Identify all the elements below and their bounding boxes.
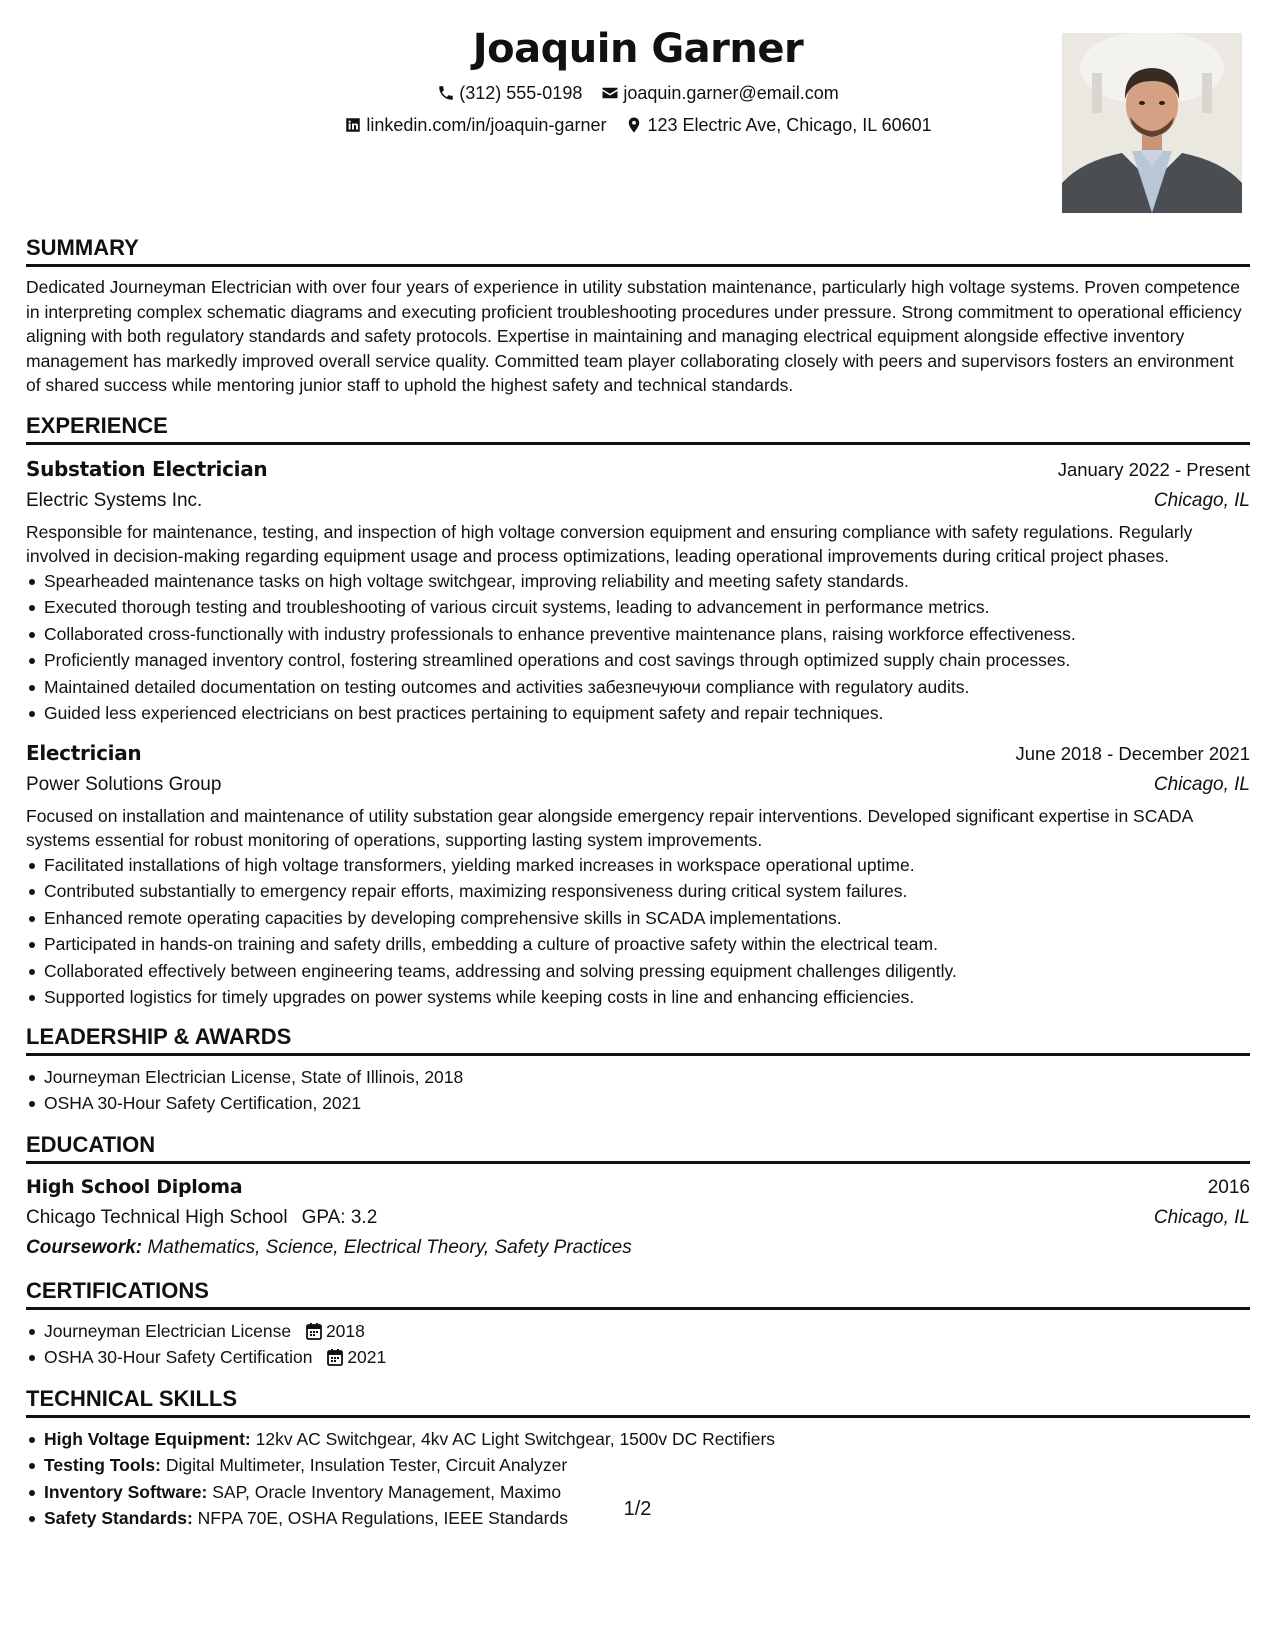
- certifications-list: [26, 1318, 1250, 1371]
- summary-text: Dedicated Journeyman Electrician with over four years of experience in utility substation maintenance, particularly high voltage systems. Proven competence in interpreting complex schematic diagrams and executing proficient troubleshooting procedures under pressure. Strong commitment to operational efficiency aligning with both regulatory standards and safety protocols. Expertise in maintaining and managing electrical equipment alongside effective inventory management has markedly improved overall service quality. Committed team player collaborating closely with peers and supervisors fosters an environment of shared success while mentoring junior staff to uphold the highest safety and technical standards.: [26, 277, 1242, 395]
- list-item: Maintained detailed documentation on testing outcomes and activities забезпечуючи compliance with regulatory audits.: [44, 674, 1250, 701]
- list-item: Proficiently managed inventory control, fostering streamlined operations and cost savings through optimized supply chain processes.: [44, 647, 1250, 674]
- resume-header: [26, 22, 1250, 218]
- address-contact: [625, 113, 931, 137]
- summary-heading: SUMMARY: [26, 234, 1250, 267]
- job-location: Chicago, IL: [1153, 773, 1250, 795]
- skills-heading: TECHNICAL SKILLS: [26, 1385, 1250, 1418]
- leadership-list: [26, 1064, 1250, 1117]
- job-entry: [26, 453, 1250, 727]
- list-item: Guided less experienced electricians on best practices pertaining to equipment safety and repair techniques.: [44, 700, 1250, 727]
- calendar-icon: [327, 1348, 343, 1366]
- list-item: [44, 1426, 1250, 1453]
- skill-label: Testing Tools:: [44, 1455, 161, 1475]
- envelope-icon: [601, 84, 619, 102]
- job-title-row: [26, 737, 1250, 770]
- education-section: [26, 1131, 1250, 1263]
- list-item: Enhanced remote operating capacities by developing comprehensive skills in SCADA implementations.: [44, 905, 1250, 932]
- certification-year: 2021: [347, 1347, 387, 1367]
- list-item: [44, 1452, 1250, 1479]
- company-name: Electric Systems Inc.: [26, 489, 203, 511]
- school-location: Chicago, IL: [1153, 1206, 1250, 1228]
- list-item: [44, 1344, 1250, 1371]
- job-title-row: [26, 453, 1250, 486]
- list-item: Collaborated cross-functionally with industry professionals to enhance preventive maintenance plans, raising workforce effectiveness.: [44, 621, 1250, 648]
- experience-heading: EXPERIENCE: [26, 412, 1250, 445]
- certifications-section: [26, 1277, 1250, 1371]
- list-item: Spearheaded maintenance tasks on high voltage switchgear, improving reliability and meeting safety standards.: [44, 568, 1250, 595]
- map-pin-icon: [625, 116, 643, 134]
- coursework-label: Coursework:: [26, 1236, 143, 1258]
- skill-label: Inventory Software:: [44, 1481, 208, 1502]
- job-description: Focused on installation and maintenance of utility substation gear alongside emergency repair interventions. Developed significant expertise in SCADA systems essential for robust monitoring of operations, supporting lasting system improvements.: [26, 805, 1193, 850]
- certification-year: 2018: [325, 1320, 365, 1341]
- education-school-row: [26, 1203, 1250, 1233]
- street-address: 123 Electric Ave, Chicago, IL 60601: [647, 115, 932, 135]
- leadership-section: [26, 1023, 1250, 1117]
- certifications-heading: CERTIFICATIONS: [26, 1277, 1250, 1310]
- certification-name: OSHA 30-Hour Safety Certification: [44, 1347, 313, 1367]
- education-heading: EDUCATION: [26, 1131, 1250, 1164]
- email-contact[interactable]: [601, 81, 838, 105]
- list-item: [44, 1318, 1250, 1345]
- calendar-icon: [306, 1322, 322, 1340]
- summary-section: [26, 234, 1250, 398]
- linkedin-icon: [344, 116, 362, 134]
- list-item: Collaborated effectively between engineering teams, addressing and solving pressing equipment challenges diligently.: [44, 958, 1250, 985]
- candidate-name: Joaquin Garner: [472, 26, 804, 72]
- phone-number: (312) 555-0198: [459, 83, 583, 103]
- page-number: 1/2: [623, 1498, 652, 1520]
- list-item: Participated in hands-on training and safety drills, embedding a culture of proactive safety within the electrical team.: [44, 931, 1250, 958]
- job-title: Substation Electrician: [26, 456, 268, 481]
- job-company-row: [26, 770, 1250, 800]
- gpa: GPA: 3.2: [301, 1206, 378, 1228]
- leadership-heading: LEADERSHIP & AWARDS: [26, 1023, 1250, 1056]
- job-location: Chicago, IL: [1153, 489, 1250, 511]
- job-description: Responsible for maintenance, testing, and inspection of high voltage conversion equipment and ensuring compliance with safety regulations. Regularly involved in decision-making regarding equipment usage and process optimizations, leading operational improvements during critical project phases.: [26, 521, 1193, 566]
- school-name: Chicago Technical High School: [26, 1206, 288, 1228]
- phone-icon: [437, 84, 455, 102]
- email-address[interactable]: joaquin.garner@email.com: [623, 83, 839, 103]
- linkedin-url[interactable]: linkedin.com/in/joaquin-garner: [366, 115, 607, 135]
- skill-label: Safety Standards:: [44, 1508, 193, 1528]
- experience-section: [26, 412, 1250, 1011]
- list-item: OSHA 30-Hour Safety Certification, 2021: [44, 1090, 1250, 1117]
- job-company-row: [26, 486, 1250, 516]
- skill-value: 12kv AC Switchgear, 4kv AC Light Switchgear, 1500v DC Rectifiers: [255, 1428, 776, 1449]
- skill-value: NFPA 70E, OSHA Regulations, IEEE Standards: [197, 1508, 568, 1528]
- company-name: Power Solutions Group: [26, 773, 222, 795]
- job-dates: June 2018 - December 2021: [1015, 742, 1250, 764]
- profile-photo: [1062, 33, 1242, 213]
- job-title: Electrician: [26, 740, 142, 765]
- coursework-list: Mathematics, Science, Electrical Theory, Safety Practices: [147, 1236, 632, 1258]
- degree-name: High School Diploma: [26, 1175, 243, 1198]
- list-item: Facilitated installations of high voltage transformers, yielding marked increases in workspace operational uptime.: [44, 852, 1250, 879]
- education-degree-row: [26, 1172, 1250, 1203]
- school-info: [26, 1203, 377, 1233]
- list-item: Executed thorough testing and troubleshooting of various circuit systems, leading to advancement in performance metrics.: [44, 594, 1250, 621]
- graduation-year: 2016: [1207, 1176, 1250, 1198]
- portrait-image: [1062, 33, 1242, 213]
- job-entry: [26, 737, 1250, 1011]
- coursework: [26, 1233, 1250, 1263]
- skill-label: High Voltage Equipment:: [44, 1428, 251, 1449]
- skill-value: Digital Multimeter, Insulation Tester, Circuit Analyzer: [165, 1455, 568, 1475]
- certification-name: Journeyman Electrician License: [44, 1320, 292, 1341]
- job-bullets: [26, 568, 1250, 727]
- skill-value: SAP, Oracle Inventory Management, Maximo: [212, 1481, 562, 1502]
- list-item: Supported logistics for timely upgrades on power systems while keeping costs in line and enhancing efficiencies.: [44, 984, 1250, 1011]
- resume-page: [26, 22, 1250, 1532]
- linkedin-contact[interactable]: [344, 113, 606, 137]
- list-item: Contributed substantially to emergency repair efforts, maximizing responsiveness during critical system failures.: [44, 878, 1250, 905]
- job-bullets: [26, 852, 1250, 1011]
- job-dates: January 2022 - Present: [1057, 458, 1250, 480]
- phone-contact: [437, 81, 582, 105]
- list-item: Journeyman Electrician License, State of Illinois, 2018: [44, 1064, 1250, 1091]
